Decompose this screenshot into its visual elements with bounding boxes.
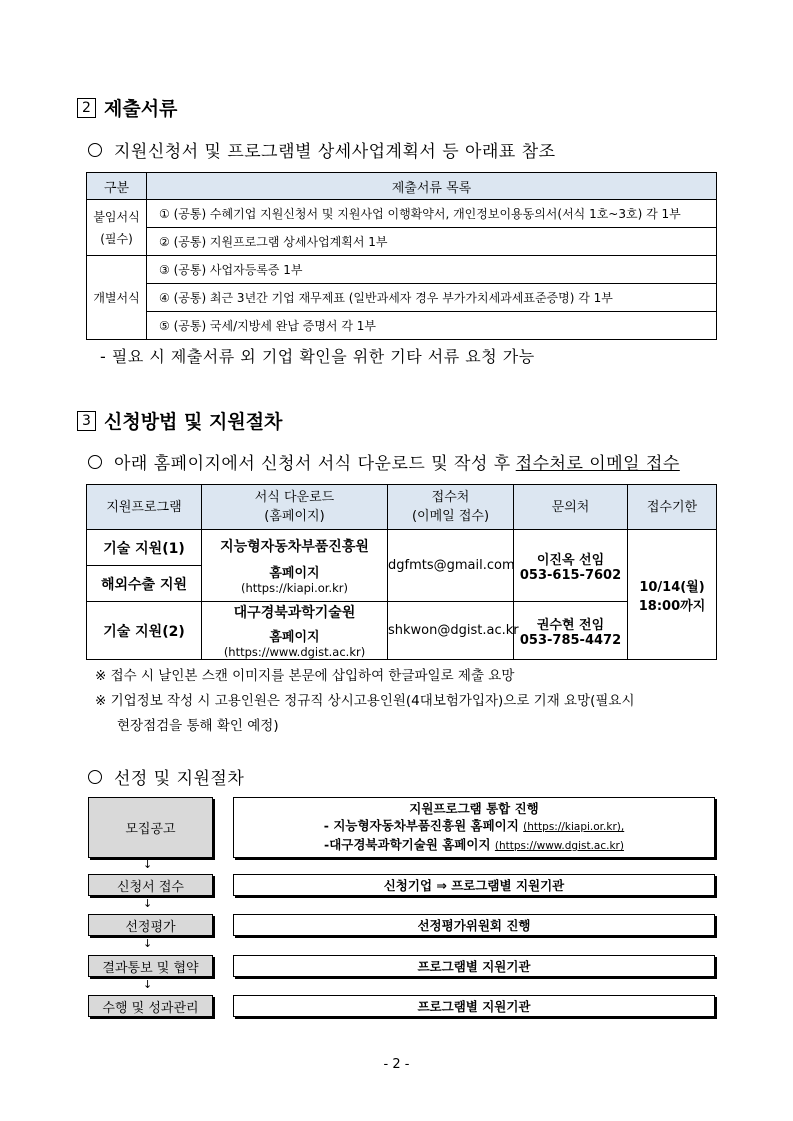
flow-desc-agreement: 프로그램별 지원기관 (233, 955, 715, 977)
email-kiapi: dgfmts@gmail.com (388, 530, 514, 602)
note-line: ※ 접수 시 날인본 스캔 이미지를 본문에 삽입하여 한글파일로 제출 요망 (95, 668, 515, 684)
table-header: 문의처 (514, 485, 628, 530)
download-site-dgist: 대구경북과학기술원 홈페이지 (https://www.dgist.ac.kr) (202, 602, 388, 660)
program-name: 해외수출 지원 (87, 566, 202, 602)
document-item: ③ (공통) 사업자등록증 1부 (147, 256, 717, 284)
email-dgist: shkwon@dgist.ac.kr (388, 602, 514, 660)
table-header: 접수기한 (628, 485, 717, 530)
intro-underlined-text: 접수처로 이메일 접수 (515, 454, 680, 474)
process-title: 선정 및 지원절차 (114, 769, 245, 789)
intro-text: 아래 홈페이지에서 신청서 서식 다운로드 및 작성 후 (114, 454, 511, 474)
section-2-note: - 필요 시 제출서류 외 기업 확인을 위한 기타 서류 요청 가능 (100, 347, 535, 366)
contact-kiapi: 이진옥 선임 053-615-7602 (514, 530, 628, 602)
document-item: ④ (공통) 최근 3년간 기업 재무제표 (일반과세자 경우 부가가치세과세표준증명) 각 1부 (147, 284, 717, 312)
circle-bullet-icon (88, 770, 102, 784)
flow-step-announcement: 모집공고 (88, 797, 213, 858)
flow-desc-evaluation: 선정평가위원회 진행 (233, 914, 715, 936)
table-header: 접수처 (이메일 접수) (388, 485, 514, 530)
arrow-down-icon: ↓ (143, 937, 153, 950)
section-title: 신청방법 및 지원절차 (104, 411, 283, 433)
group-label-individual: 개별서식 (87, 256, 147, 340)
flow-desc-announcement: 지원프로그램 통합 진행 - 지능형자동차부품진흥원 홈페이지 (https://kiapi.or.kr), -대구경북과학기술원 홈페이지 (https://www.dgist.ac.kr) (233, 797, 715, 858)
group-label-required: 붙임서식 (필수) (87, 200, 147, 256)
table-header: 서식 다운로드 (홈페이지) (202, 485, 388, 530)
notes (95, 664, 720, 739)
section-number: 2 (77, 98, 96, 118)
document-item: ② (공통) 지원프로그램 상세사업계획서 1부 (147, 228, 717, 256)
deadline: 10/14(월) 18:00까지 (628, 530, 717, 660)
note-line: ※ 기업정보 작성 시 고용인원은 정규직 상시고용인원(4대보험가입자)으로 기재 요망(필요시 (95, 693, 635, 709)
arrow-down-icon: ↓ (143, 897, 153, 910)
table-header: 지원프로그램 (87, 485, 202, 530)
program-name: 기술 지원(2) (87, 602, 202, 660)
section-3-intro (88, 449, 680, 474)
table-header: 제출서류 목록 (147, 173, 717, 200)
documents-table (86, 172, 717, 340)
circle-bullet-icon (88, 455, 102, 469)
section-number: 3 (77, 411, 96, 431)
arrow-down-icon: ↓ (143, 858, 153, 871)
flow-step-evaluation: 선정평가 (88, 914, 213, 936)
arrow-down-icon: ↓ (143, 978, 153, 991)
intro-text: 지원신청서 및 프로그램별 상세사업계획서 등 아래표 참조 (114, 142, 556, 162)
process-heading (88, 764, 244, 789)
section-2-intro (88, 137, 556, 162)
section-3-heading (77, 407, 282, 434)
contact-dgist: 권수현 전임 053-785-4472 (514, 602, 628, 660)
flow-step-application: 신청서 접수 (88, 874, 213, 896)
program-name: 기술 지원(1) (87, 530, 202, 566)
page-number: - 2 - (383, 1057, 410, 1072)
section-title: 제출서류 (104, 98, 178, 120)
table-header: 구분 (87, 173, 147, 200)
document-item: ⑤ (공통) 국세/지방세 완납 증명서 각 1부 (147, 312, 717, 340)
flow-step-performance: 수행 및 성과관리 (88, 995, 213, 1017)
flow-desc-performance: 프로그램별 지원기관 (233, 995, 715, 1017)
note-line: 현장점검을 통해 확인 예정) (117, 718, 279, 734)
circle-bullet-icon (88, 143, 102, 157)
download-site-kiapi: 지능형자동차부품진흥원 홈페이지 (https://kiapi.or.kr) (202, 530, 388, 602)
section-2-heading (77, 94, 177, 121)
flow-step-agreement: 결과통보 및 협약 (88, 955, 213, 977)
document-item: ① (공통) 수혜기업 지원신청서 및 지원사업 이행확약서, 개인정보이용동의서(서식 1호~3호) 각 1부 (147, 200, 717, 228)
application-table (86, 484, 717, 660)
flow-desc-application: 신청기업 ⇒ 프로그램별 지원기관 (233, 874, 715, 896)
